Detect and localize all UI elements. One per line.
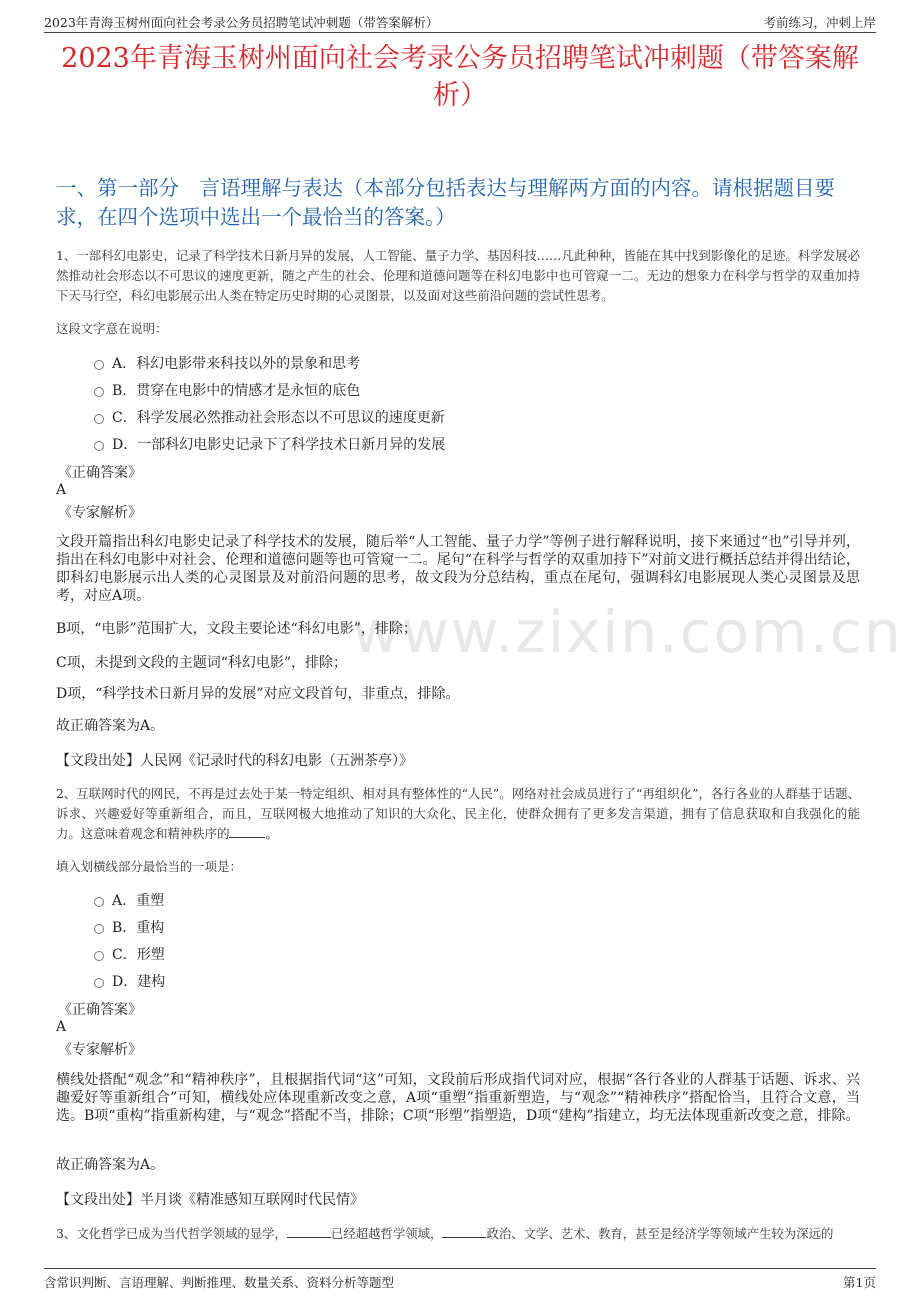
question-2-option-d[interactable] [94, 971, 165, 991]
question-1-option-a[interactable] [94, 353, 360, 373]
question-3-stem-text-2: 已经超越哲学领域， [330, 1226, 443, 1241]
question-1-conclusion: 故正确答案为A。 [56, 718, 165, 734]
question-2-option-a[interactable] [94, 890, 164, 910]
radio-icon[interactable] [94, 951, 104, 961]
radio-icon[interactable] [94, 414, 104, 424]
question-1-answer-label: 《正确答案》 [58, 465, 142, 481]
option-label: C．形塑 [112, 947, 165, 963]
question-2-stem-end: 。 [265, 826, 278, 841]
option-label: D．一部科幻电影史记录下了科学技术日新月异的发展 [112, 437, 446, 453]
radio-icon[interactable] [94, 387, 104, 397]
answer-blank [287, 1225, 331, 1238]
radio-icon[interactable] [94, 978, 104, 988]
question-1-option-d[interactable] [94, 434, 445, 454]
section-heading: 一、第一部分 言语理解与表达（本部分包括表达与理解两方面的内容。请根据题目要求，在四个选项中选出一个最恰当的答案。） [56, 176, 835, 229]
page-title: 2023年青海玉树州面向社会考录公务员招聘笔试冲刺题（带答案解析） [61, 43, 859, 111]
question-1-stem: 1、一部科幻电影史，记录了科学技术日新月异的发展，人工智能、量子力学、基因科技……凡此种种，皆能在其中找到影像化的足迹。科学发展必然推动社会形态以不可思议的速度更新，随之产生的社会、伦理和道德问题等在科幻电影中也可管窥一二。无边的想象力在科学与哲学的双重加持下天马行空，科幻电影展示出人类在特定历史时期的心灵图景，以及面对这些前沿问题的尝试性思考。 [56, 248, 860, 303]
question-3-stem [56, 1224, 860, 1244]
question-2-stem-text: 2、互联网时代的网民，不再是过去处于某一特定组织、相对具有整体性的“人民”。网络对社会成员进行了“再组织化”，各行各业的人群基于话题、诉求、兴趣爱好等重新组合，而且，互联网极大地推动了知识的大众化、民主化，使群众拥有了更多发言渠道，拥有了信息获取和自我强化的能力。这意味着观念和精神秩序的 [56, 786, 860, 841]
question-3-stem-text: 3、文化哲学已成为当代哲学领域的显学， [56, 1226, 287, 1241]
page-footer [44, 1268, 876, 1293]
radio-icon[interactable] [94, 360, 104, 370]
answer-blank [229, 825, 265, 838]
header-slogan: 考前练习，冲刺上岸 [763, 15, 876, 30]
option-label: B．重构 [112, 920, 165, 936]
page-number: 第1页 [843, 1275, 876, 1290]
question-1-analysis-main: 文段开篇指出科幻电影史记录了科学技术的发展，随后举“人工智能、量子力学”等例子进行解释说明，接下来通过“也”引导并列，指出在科幻电影中对社会、伦理和道德问题等也可管窥一二。尾句“在科学与哲学的双重加持下”对前文进行概括总结并得出结论，即科幻电影展示出人类的心灵图景及对前沿问题的思考，故文段为分总结构，重点在尾句，强调科幻电影展现人类心灵图景及思考，对应A项。 [56, 534, 860, 604]
question-2-stem [56, 784, 860, 844]
question-2-analysis-main: 横线处搭配“观念”和“精神秩序”，且根据指代词“这”可知，文段前后形成指代词对应，根据“各行各业的人群基于话题、诉求、兴趣爱好等重新组合”可知，横线处应体现重新改变之意，A项“重塑”指重新塑造，与“观念”“精神秩序”搭配恰当，且符合文意，当选。B项“重构”指重新构建，与“观念”搭配不当，排除；C项“形塑”指塑造，D项“建构”指建立，均无法体现重新改变之意，排除。 [56, 1072, 860, 1124]
page-header [44, 10, 876, 33]
question-2-source: 【文段出处】半月谈《精准感知互联网时代民情》 [56, 1192, 364, 1208]
question-1-analysis-d: D项，“科学技术日新月异的发展”对应文段首句，非重点，排除。 [56, 686, 460, 702]
question-1-answer: A [56, 482, 67, 498]
question-1-analysis-label: 《专家解析》 [58, 505, 142, 521]
footer-topics: 含常识判断、言语理解、判断推理、数量关系、资料分析等题型 [44, 1275, 395, 1290]
question-3-stem-text-3: 政治、文学、艺术、教育，甚至是经济学等领域产生较为深远的 [486, 1226, 834, 1241]
question-2-prompt: 填入划横线部分最恰当的一项是： [56, 859, 242, 874]
question-1-analysis-b: B项，“电影”范围扩大，文段主要论述“科幻电影”，排除； [56, 621, 417, 637]
header-title: 2023年青海玉树州面向社会考录公务员招聘笔试冲刺题（带答案解析） [44, 15, 439, 30]
watermark: www.zixin.com.cn [352, 598, 903, 666]
question-2-answer-label: 《正确答案》 [58, 1002, 142, 1018]
option-label: B．贯穿在电影中的情感才是永恒的底色 [112, 383, 361, 399]
question-1-source: 【文段出处】人民网《记录时代的科幻电影（五洲茶亭）》 [56, 753, 413, 769]
option-label: C．科学发展必然推动社会形态以不可思议的速度更新 [112, 410, 445, 426]
question-2-answer: A [56, 1019, 67, 1035]
radio-icon[interactable] [94, 897, 104, 907]
radio-icon[interactable] [94, 441, 104, 451]
option-label: A．重塑 [112, 893, 165, 909]
question-1-analysis-c: C项，未提到文段的主题词“科幻电影”，排除； [56, 655, 348, 671]
question-1-prompt: 这段文字意在说明： [56, 321, 168, 336]
question-2-conclusion: 故正确答案为A。 [56, 1157, 165, 1173]
radio-icon[interactable] [94, 924, 104, 934]
question-1-option-c[interactable] [94, 407, 445, 427]
question-2-analysis-label: 《专家解析》 [58, 1042, 142, 1058]
question-1-option-b[interactable] [94, 380, 360, 400]
answer-blank [442, 1225, 486, 1238]
question-2-option-b[interactable] [94, 917, 164, 937]
option-label: A．科幻电影带来科技以外的景象和思考 [112, 356, 361, 372]
option-label: D．建构 [112, 974, 166, 990]
question-2-option-c[interactable] [94, 944, 165, 964]
